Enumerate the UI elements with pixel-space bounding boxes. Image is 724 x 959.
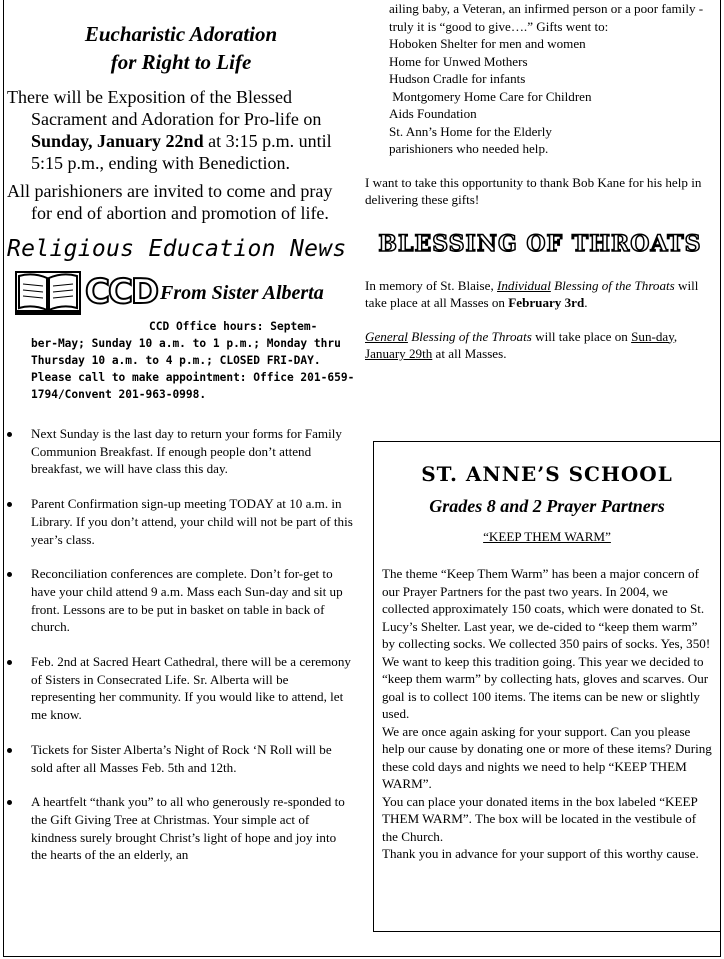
religious-education-bullets [7, 425, 355, 864]
bullet-icon [7, 572, 12, 577]
gift-recipient: Aids Foundation [389, 106, 477, 121]
list-item: Feb. 2nd at Sacred Heart Cathedral, there will be a ceremony of Sisters in Consecrated Life. Sr. Alberta will be representing her community. If you would like to attend, let me know. [7, 653, 355, 724]
keep-them-warm-line: “KEEP THEM WARM” [483, 529, 611, 544]
throats-paragraph-2: General Blessing of the Throats will take place on Sun-day, January 29th at all Masses. [365, 328, 678, 361]
open-book-icon [15, 270, 81, 316]
blessing-of-throats-heading: BLESSING OF THROATS [378, 230, 702, 257]
throats-paragraph-1: In memory of St. Blaise, Individual Blessing of the Throats will take place at all Masses on February 3rd. [365, 277, 699, 310]
gift-recipients [389, 35, 715, 158]
school-body [382, 565, 712, 863]
ccd-logo: CCD [85, 272, 158, 312]
bullet-icon [7, 660, 12, 665]
list-item: Tickets for Sister Alberta’s Night of Rock ‘N Roll will be sold after all Masses Feb. 5th and 12th. [7, 741, 355, 776]
gift-recipient: Montgomery Home Care for Children [389, 88, 592, 104]
adoration-paragraph-2: All parishioners are invited to come and pray for end of abortion and promotion of life. [7, 181, 333, 223]
bullet-icon [7, 502, 12, 507]
right-column [365, 0, 715, 363]
st-annes-school-box [373, 441, 721, 932]
religious-education-heading: Religious Education News [7, 236, 347, 262]
list-item: Next Sunday is the last day to return your forms for Family Communion Breakfast. If enough people don’t attend breakfast, we will have class this day. [7, 425, 355, 478]
bullet-icon [7, 748, 12, 753]
gift-recipient: St. Ann’s Home for the Elderly [389, 123, 552, 139]
gift-intro: ailing baby, a Veteran, an infirmed person or a poor family - truly it is “good to give….” Gifts went to: [389, 1, 704, 34]
school-paragraph: We want to keep this tradition going. This year we decided to “keep them warm” by collecting hats, gloves and scarves. Our goal is to collect 100 items. The items can be new or slightly used. [382, 653, 709, 721]
school-paragraph: You can place your donated items in the box labeled “KEEP THEM WARM”. The box will be located in the vestibule of the Church. [382, 793, 698, 844]
from-sister-alberta: From Sister Alberta [160, 282, 324, 304]
list-item: A heartfelt “thank you” to all who generously re-sponded to the Gift Giving Tree at Christmas. Your simple act of kindness surely brought Christ’s light of hope and joy into the hearts of the an elderly, an [7, 793, 355, 864]
school-title: ST. ANNE’S SCHOOL [421, 462, 673, 486]
school-subtitle: Grades 8 and 2 Prayer Partners [429, 496, 665, 516]
bullet-icon [7, 432, 12, 437]
school-paragraph: The theme “Keep Them Warm” has been a major concern of our Prayer Partners for the past two years. In 2004, we collected approximately 150 coats, which were donated to St. Lucy’s Shelter. Last year, we de-cided to “keep them warm” by collecting socks. We collected 350 pairs of socks. Yes, 350! [382, 566, 711, 651]
ccd-header [7, 270, 355, 318]
left-column [7, 0, 355, 881]
gift-recipient: parishioners who needed help. [389, 141, 549, 156]
adoration-title: Eucharistic Adoration for Right to Life [84, 22, 278, 74]
thanks-paragraph: I want to take this opportunity to thank Bob Kane for his help in delivering these gifts! [365, 174, 702, 207]
school-paragraph: Thank you in advance for your support of this worthy cause. [382, 846, 699, 861]
bullet-icon [7, 800, 12, 805]
gift-recipient: Hudson Cradle for infants [389, 71, 526, 86]
gift-recipient: Hoboken Shelter for men and women [389, 36, 586, 51]
list-item: Parent Confirmation sign-up meeting TODAY at 10 a.m. in Library. If you don’t attend, your child will not be part of this year’s class. [7, 495, 355, 548]
adoration-paragraph-1: There will be Exposition of the Blessed Sacrament and Adoration for Pro-life on Sunday, January 22nd at 3:15 p.m. until 5:15 p.m., ending with Benediction. [7, 87, 332, 173]
list-item: Reconciliation conferences are complete. Don’t for-get to have your child attend 9 a.m. Mass each Sun-day and sit up front. Lessons are to be put in basket on table in back of church. [7, 565, 355, 636]
ccd-office-hours: CCD Office hours: Septem- ber-May; Sunday 10 a.m. to 1 p.m.; Monday thru Thursday 10 a.m. to 4 p.m.; CLOSED FRI-DAY. Please call to make appointment: Office 201-659-1794/Convent 201-963-0998. [31, 320, 355, 401]
school-paragraph: We are once again asking for your support. Can you please help our cause by donating one or more of these items? During these cold days and nights we need to help “KEEP THEM WARM”. [382, 723, 712, 791]
gift-recipient: Home for Unwed Mothers [389, 53, 528, 69]
